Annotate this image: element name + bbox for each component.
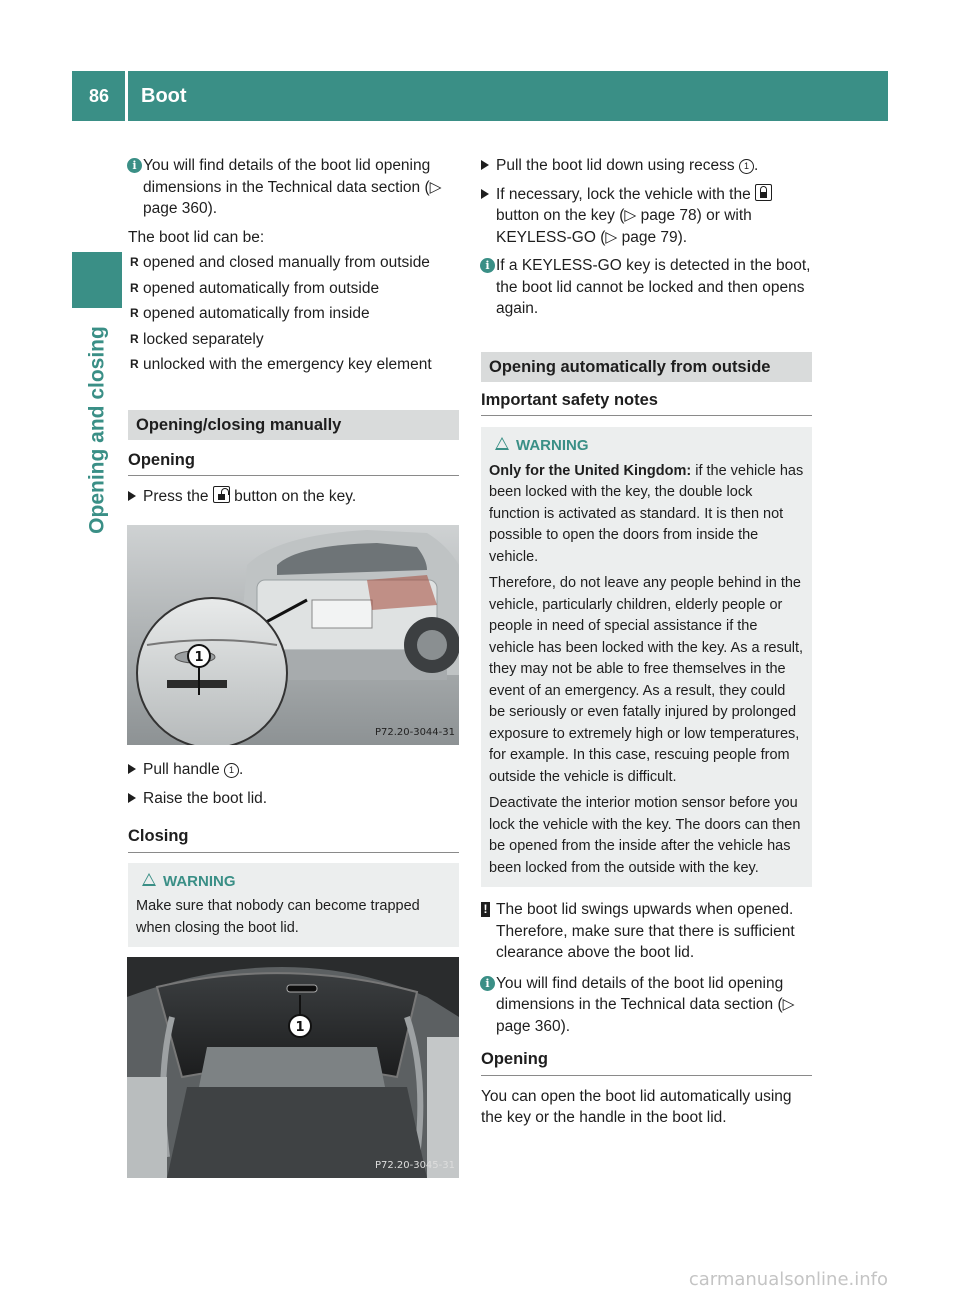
image-code: P72.20-3044-31 xyxy=(374,726,455,738)
info-icon: i xyxy=(127,158,142,173)
step-raise-lid: Raise the boot lid. xyxy=(128,788,459,810)
left-column xyxy=(128,155,459,515)
warning-box-closing xyxy=(128,863,459,948)
step-arrow-icon xyxy=(481,160,489,170)
opening-heading: Opening xyxy=(481,1049,812,1076)
list-item: R locked separately xyxy=(128,329,459,351)
side-tab-marker xyxy=(72,252,122,308)
step-pull-handle: Pull handle 1 . xyxy=(128,759,459,781)
list-item: R opened automatically from outside xyxy=(128,278,459,300)
callout-1-icon: 1 xyxy=(224,763,239,778)
header-bar xyxy=(72,71,888,121)
warning-triangle-icon xyxy=(142,873,156,886)
step-arrow-icon xyxy=(128,793,136,803)
warning-text: Make sure that nobody can become trapped when closing the boot lid. xyxy=(136,898,420,936)
boot-recess-illustration xyxy=(127,957,459,1178)
bullet-icon: R xyxy=(130,331,139,346)
step-press-unlock: Press the button on the key. xyxy=(128,486,459,508)
info-icon: i xyxy=(480,258,495,273)
step-pull-lid-down: Pull the boot lid down using recess 1 . xyxy=(481,155,812,177)
step-arrow-icon xyxy=(128,491,136,501)
opening-heading: Opening xyxy=(128,450,459,477)
image-code: P72.20-3045-31 xyxy=(374,1159,455,1171)
closing-heading: Closing xyxy=(128,826,459,853)
bullet-icon: R xyxy=(130,357,139,371)
callout-label: 1 xyxy=(194,650,204,665)
list-item: R opened and closed manually from outside xyxy=(128,252,459,274)
list-item: R opened automatically from inside xyxy=(128,303,459,325)
step-arrow-icon xyxy=(128,764,136,774)
bullet-icon: R xyxy=(130,280,139,295)
safety-heading: Important safety notes xyxy=(481,390,812,417)
step-arrow-icon xyxy=(481,189,489,199)
info-note-text: You will find details of the boot lid opening dimensions in the Technical data section (▷ page 360). xyxy=(143,157,442,217)
callout-1-icon: 1 xyxy=(739,159,754,174)
warning-paragraph-2: Therefore, do not leave any people behind in the vehicle, particularly children, elderly people or people in need of special assistance if the vehicle has been locked with the key. As a result, they may not be able to free themselves in the event of an emergency. As a result, they could be seriously or even fatally injured by prolonged exposure to extremely high or low temperatures, for example. In this case, rescuing people from outside the vehicle is difficult. xyxy=(489,575,804,785)
info-note: i You will find details of the boot lid opening dimensions in the Technical data section (▷ page 360). xyxy=(481,973,812,1038)
side-chapter-text: Opening and closing xyxy=(85,326,109,534)
unlock-key-icon xyxy=(213,486,230,503)
section-band-automatic: Opening automatically from outside xyxy=(481,352,812,382)
page-number: 86 xyxy=(88,86,110,106)
caution-note: ! The boot lid swings upwards when opened. Therefore, make sure that there is sufficient clearance above the boot lid. xyxy=(481,899,812,964)
warning-paragraph-1: Only for the United Kingdom: if the vehicle has been locked with the key, the double lock function is activated as standard. It is then not possible to open the doors from inside the vehicle. xyxy=(489,462,804,565)
boot-recess-photo xyxy=(127,957,459,1178)
info-note: i If a KEYLESS-GO key is detected in the boot, the boot lid cannot be locked and then opens again. xyxy=(481,255,812,320)
left-column-lower xyxy=(128,759,459,947)
caution-icon: ! xyxy=(481,902,490,917)
header-divider xyxy=(125,71,128,121)
watermark: carmanualsonline.info xyxy=(688,1268,888,1290)
info-note xyxy=(128,155,459,220)
list-item: R unlocked with the emergency key element xyxy=(128,354,459,376)
bullet-icon: R xyxy=(130,306,139,320)
warning-title: WARNING xyxy=(136,871,451,893)
opening-text: You can open the boot lid automatically using the key or the handle in the boot lid. xyxy=(481,1087,792,1126)
info-icon: i xyxy=(480,976,495,991)
warning-title: WARNING xyxy=(489,435,804,457)
bullet-icon: R xyxy=(130,255,139,269)
section-title: Boot xyxy=(141,85,187,107)
step-lock-vehicle: If necessary, lock the vehicle with the button on the key (▷ page 78) or with KEYLESS-GO (▷ page 79). xyxy=(481,184,812,249)
lock-key-icon xyxy=(755,184,772,201)
callout-label: 1 xyxy=(295,1020,305,1035)
section-band-manual: Opening/closing manually xyxy=(128,410,459,440)
boot-handle-photo xyxy=(127,525,459,745)
warning-triangle-icon xyxy=(495,437,509,450)
warning-paragraph-3: Deactivate the interior motion sensor before you lock the vehicle with the key. The doors can then be opened from the inside after the vehicle has been locked from the outside with the key. xyxy=(489,795,801,876)
warning-box-safety xyxy=(481,427,812,887)
intro-text: The boot lid can be: xyxy=(128,228,265,246)
boot-handle-illustration xyxy=(127,525,459,745)
right-column xyxy=(481,155,812,1129)
